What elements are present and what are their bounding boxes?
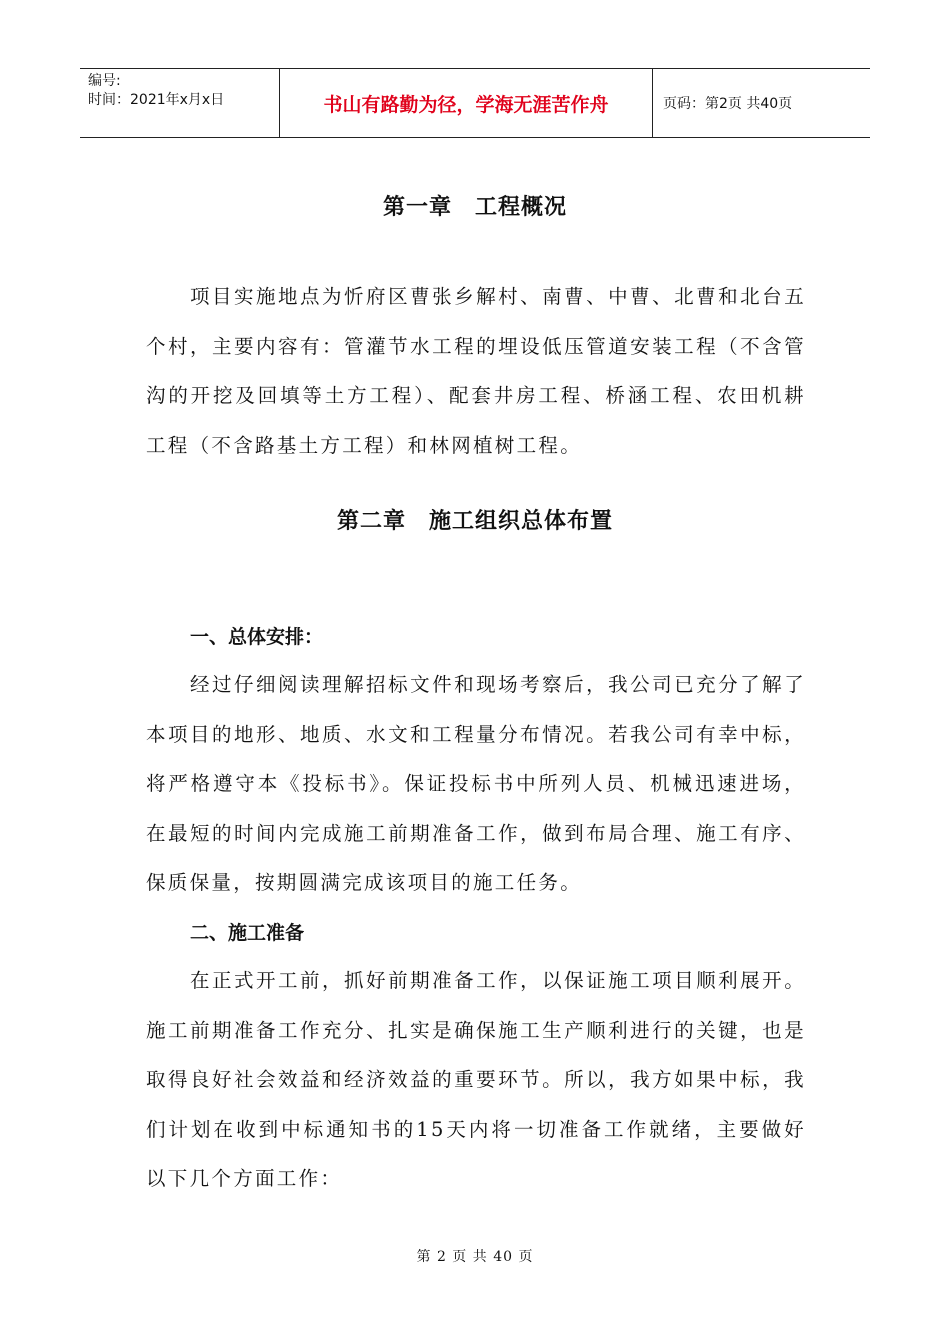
section-1-heading: 一、总体安排： [190, 626, 324, 648]
page-header [80, 68, 870, 138]
section-1-paragraph: 经过仔细阅读理解招标文件和现场考察后，我公司已充分了解了本项目的地形、地质、水文和工程量分布情况。若我公司有幸中标，将严格遵守本《投标书》。保证投标书中所列人员、机械迅速进场，在最短的时间内完成施工前期准备工作，做到布局合理、施工有序、保质保量，按期圆满完成该项目的施工任务。 [146, 673, 806, 894]
document-time: 时间：2021年x月x日 [88, 92, 225, 108]
header-page-info: 页码：第2页 共40页 [663, 96, 793, 112]
chapter-1-title: 第一章 工程概况 [382, 195, 567, 220]
section-2-heading: 二、施工准备 [190, 922, 305, 944]
document-number-label: 编号: [88, 73, 121, 89]
chapter-1-paragraph: 项目实施地点为忻府区曹张乡解村、南曹、中曹、北曹和北台五个村，主要内容有：管灌节水工程的埋设低压管道安装工程（不含管沟的开挖及回填等土方工程）、配套井房工程、桥涵工程、农田机耕工程（不含路基土方工程）和林网植树工程。 [146, 285, 806, 457]
header-meta [80, 69, 280, 137]
section-2-paragraph: 在正式开工前，抓好前期准备工作，以保证施工项目顺利展开。施工前期准备工作充分、扎实是确保施工生产顺利进行的关键，也是取得良好社会效益和经济效益的重要环节。所以，我方如果中标，我们计划在收到中标通知书的15天内将一切准备工作就绪，主要做好以下几个方面工作： [146, 969, 806, 1190]
header-motto: 书山有路勤为径，学海无涯苦作舟 [280, 69, 653, 137]
page-footer: 第 2 页 共 40 页 [416, 1249, 534, 1265]
chapter-2-title: 第二章 施工组织总体布置 [336, 509, 613, 534]
